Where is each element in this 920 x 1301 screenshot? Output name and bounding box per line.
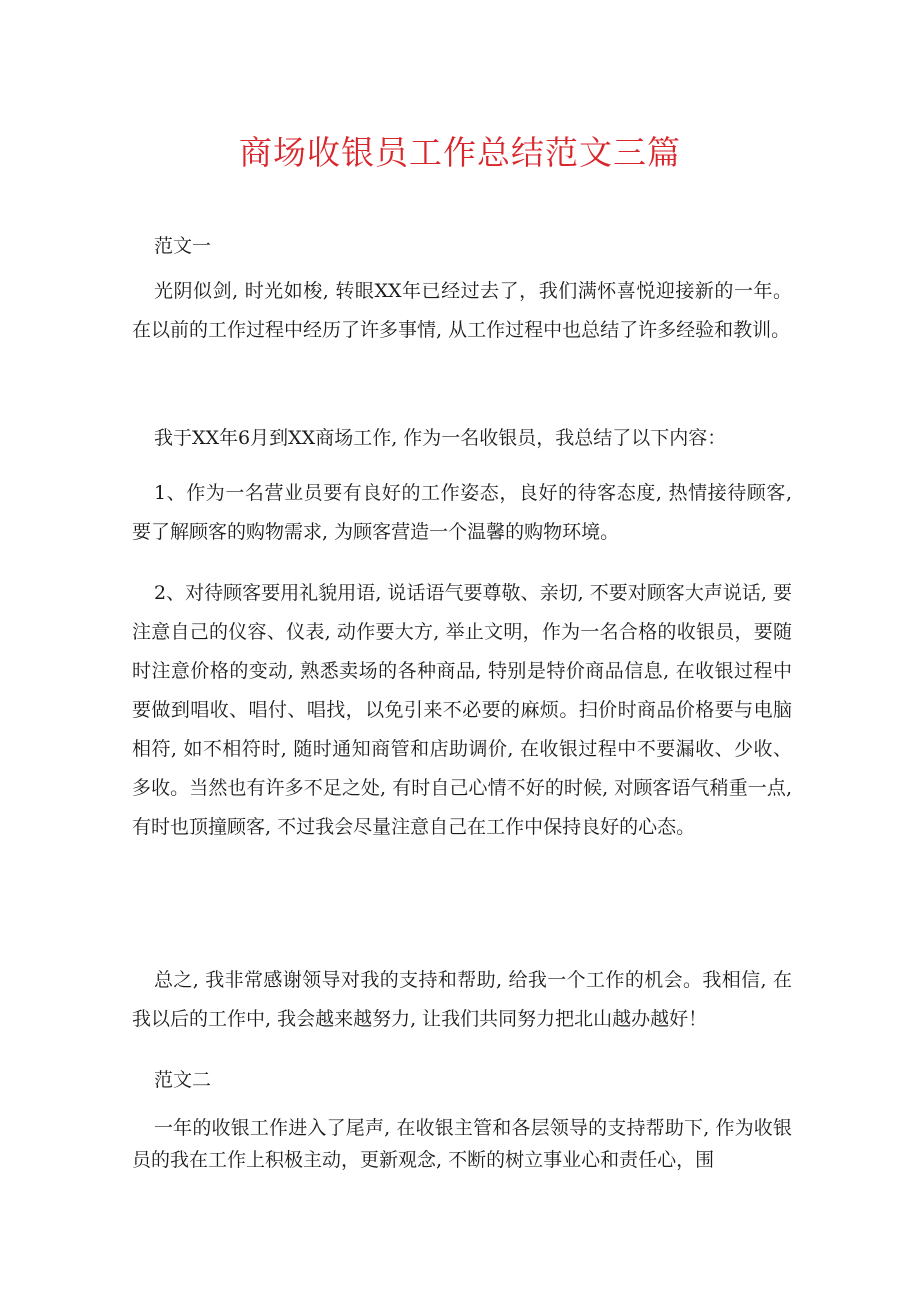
paragraph-start-work: 我于XX年6月到XX商场工作, 作为一名收银员，我总结了以下内容： (154, 427, 727, 449)
document-title: 商场收银员工作总结范文三篇 (239, 133, 681, 172)
section-label-1: 范文一 (154, 235, 212, 257)
paragraph-section2-intro: 一年的收银工作进入了尾声, 在收银主管和各层领导的支持帮助下, 作为收银员的我在工作上积极主动，更新观念, 不断的树立事业心和责任心，围 (132, 1117, 792, 1171)
paragraph-intro: 光阴似剑, 时光如梭, 转眼XX年已经过去了，我们满怀喜悦迎接新的一年。在以前的工作过程中经历了许多事情, 从工作过程中也总结了许多经验和教训。 (132, 280, 792, 341)
paragraph-conclusion: 总之, 我非常感谢领导对我的支持和帮助, 给我一个工作的机会。我相信, 在我以后的工作中, 我会越来越努力, 让我们共同努力把北山越办越好！ (132, 969, 792, 1030)
section-label-2: 范文二 (154, 1069, 212, 1091)
paragraph-point-2: 2、对待顾客要用礼貌用语, 说话语气要尊敬、亲切, 不要对顾客大声说话, 要注意自己的仪容、仪表, 动作要大方, 举止文明，作为一名合格的收银员，要随时注意价格的变动, 熟悉卖场的各种商品, 特别是特价商品信息, 在收银过程中要做到唱收、唱付、唱找，以免引来不必要的麻烦。扫价时商品价格要与电脑相符, 如不相符时, 随时通知商管和店助调价, 在收银过程中不要漏收、少收、多收。当然也有许多不足之处, 有时自己心情不好的时候, 对顾客语气稍重一点, 有时也顶撞顾客, 不过我会尽量注意自己在工作中保持良好的心态。 (132, 582, 792, 838)
paragraph-point-1: 1、作为一名营业员要有良好的工作姿态，良好的待客态度, 热情接待顾客, 要了解顾客的购物需求, 为顾客营造一个温馨的购物环境。 (132, 482, 792, 543)
